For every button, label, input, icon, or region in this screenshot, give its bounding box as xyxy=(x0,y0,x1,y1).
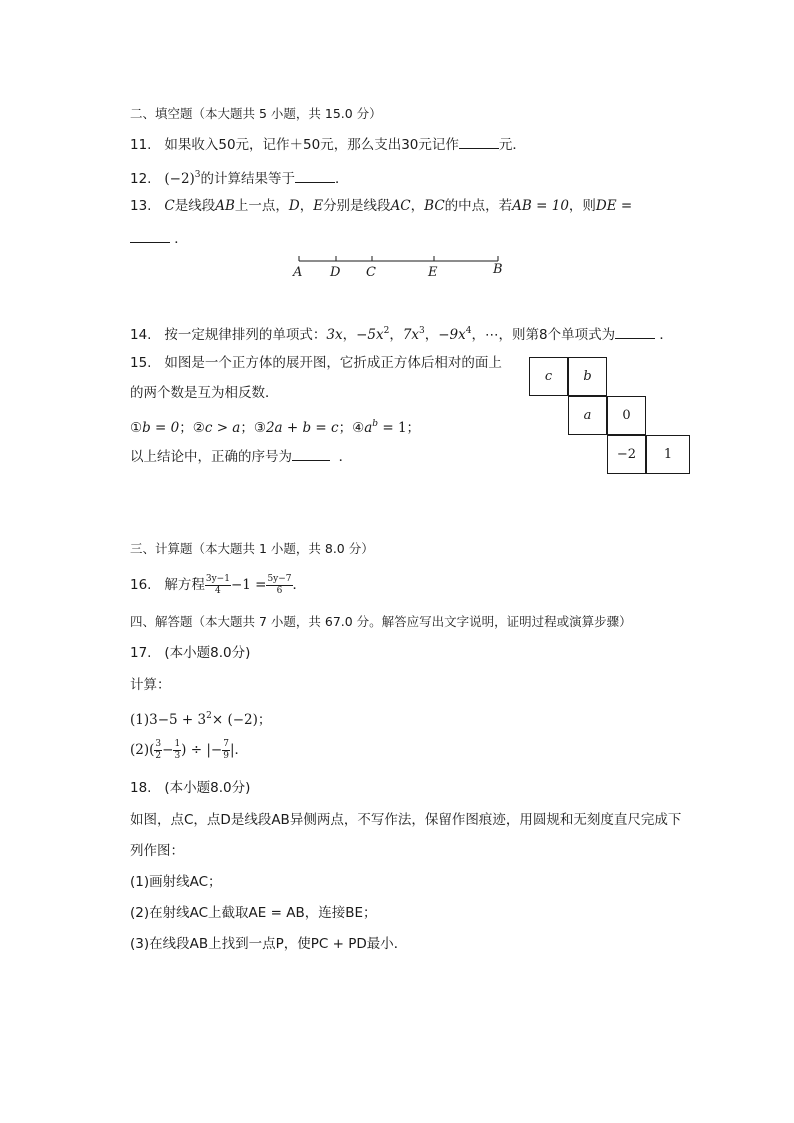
answer-blank[interactable] xyxy=(130,228,170,243)
option-4-base: a xyxy=(364,420,373,436)
point-label-c: C xyxy=(366,265,376,280)
expression: (1)3−5 + 3 xyxy=(130,712,207,728)
exponent: 3 xyxy=(194,170,201,180)
question-text: 的计算结果等于 xyxy=(200,171,296,187)
segment-diagram xyxy=(290,252,510,268)
numerator: 1 xyxy=(174,738,181,749)
expression: ) ÷ |− xyxy=(181,742,223,758)
section-3-title: 三、计算题（本大题共 1 小题，共 8.0 分） xyxy=(130,541,374,556)
question-text-tail: ． xyxy=(659,327,673,343)
option-3: 2a + b = c xyxy=(265,420,339,436)
exponent: 2 xyxy=(383,326,390,336)
question-15-line-4 xyxy=(130,446,352,467)
fraction-right xyxy=(266,574,292,597)
section-2-title: 二、填空题（本大题共 5 小题，共 15.0 分） xyxy=(130,106,382,121)
cube-face-1: 1 xyxy=(646,435,690,474)
question-number: 15. xyxy=(130,355,152,371)
ellipsis: ⋯ xyxy=(485,327,499,343)
point-label-e: E xyxy=(428,265,438,280)
cube-face-b: b xyxy=(568,357,607,396)
segment-ab: AB xyxy=(215,198,235,214)
question-13-answer-line xyxy=(130,228,188,249)
text: 上一点， xyxy=(234,198,289,214)
expression-tail: |． xyxy=(229,742,248,758)
question-text-tail: ． xyxy=(174,231,188,247)
question-16 xyxy=(130,572,306,598)
question-number: 18. xyxy=(130,780,152,796)
question-text-tail: ． xyxy=(338,449,353,465)
question-18-step-2: (2)在射线AC上截取AE = AB，连接BE； xyxy=(130,905,377,921)
question-18-step-3: (3)在线段AB上找到一点P，使PC + PD最小． xyxy=(130,936,408,952)
question-15-line-2: 的两个数是互为相反数． xyxy=(130,385,279,401)
expression-tail: × (−2)； xyxy=(211,712,272,728)
fraction xyxy=(154,739,162,762)
term-3: 7x xyxy=(402,327,420,343)
answer-blank[interactable] xyxy=(459,134,499,149)
question-number: 16. xyxy=(130,577,152,593)
question-text: 如图是一个正方体的展开图，它折成正方体后相对的面上 xyxy=(164,355,502,371)
text: 分别是线段 xyxy=(323,198,391,214)
target-de: DE = xyxy=(595,198,633,214)
question-text-tail: 元． xyxy=(498,137,526,153)
question-text-tail: ． xyxy=(292,577,307,593)
text: ，则 xyxy=(568,198,596,214)
option-2: c > a xyxy=(204,420,241,436)
question-17-prompt: 计算： xyxy=(130,677,171,693)
option-marker: ① xyxy=(130,420,143,436)
question-17-part-2 xyxy=(130,737,248,763)
condition: AB = 10 xyxy=(512,198,569,214)
question-number: 17. xyxy=(130,645,152,661)
question-text: ，则第8个单项式为 xyxy=(498,327,616,343)
numerator: 5y−7 xyxy=(267,573,292,584)
answer-blank[interactable] xyxy=(292,446,330,461)
cube-face-c: c xyxy=(529,357,568,396)
question-14: 14. 按一定规律排列的单项式：3x，$-5x^2$，$7x^3$，$-9x^4$，⋯，则第8个单项式为 ． xyxy=(130,326,673,343)
question-number: 11. xyxy=(130,137,152,153)
option-1: b = 0 xyxy=(142,420,180,436)
question-18-line-1: 如图，点C，点D是线段AB异侧两点，不写作法，保留作图痕迹，用圆规和无刻度直尺完成下 xyxy=(130,812,682,828)
fraction xyxy=(222,739,230,762)
cube-face-0: 0 xyxy=(607,396,646,435)
term-4: −9x xyxy=(438,327,466,343)
term-2: −5x xyxy=(356,327,384,343)
option-marker: ② xyxy=(192,420,205,436)
question-text-tail: ． xyxy=(335,171,349,187)
question-score: (本小题8.0分) xyxy=(164,645,251,661)
question-score: (本小题8.0分) xyxy=(164,780,251,796)
question-15-options: ①b = 0；②c > a；③2a + b = c；$④a^b = 1$； xyxy=(130,419,421,436)
denominator: 2 xyxy=(155,750,162,761)
denominator: 3 xyxy=(174,750,181,761)
question-number: 12. xyxy=(130,171,152,187)
question-text: 以上结论中，正确的序号为 xyxy=(130,449,292,465)
expression: (−2) xyxy=(164,171,195,187)
section-4-title: 四、解答题（本大题共 7 小题，共 67.0 分。解答应写出文字说明，证明过程或演算步骤） xyxy=(130,614,632,629)
point-e-label: E xyxy=(313,198,324,214)
cube-face-a: a xyxy=(568,396,607,435)
question-15-line-1 xyxy=(130,353,502,373)
point-label-d: D xyxy=(330,265,341,280)
numerator: 7 xyxy=(223,738,229,749)
question-17-header xyxy=(130,643,250,663)
text: ， xyxy=(410,198,425,214)
fraction-left xyxy=(205,574,231,597)
question-text: 如果收入50元，记作＋50元，那么支出30元记作 xyxy=(164,137,459,153)
point-label-a: A xyxy=(293,265,303,280)
text: ， xyxy=(299,198,314,214)
numerator: 3 xyxy=(155,738,162,749)
denominator: 9 xyxy=(223,750,229,761)
numerator: 3y−1 xyxy=(205,573,230,584)
operator: − xyxy=(162,742,174,758)
option-marker: ④ xyxy=(352,420,365,436)
cube-face-neg2: −2 xyxy=(607,435,646,474)
question-18-step-1: (1)画射线AC； xyxy=(130,874,222,890)
segment-ac: AC xyxy=(390,198,411,214)
answer-blank[interactable] xyxy=(615,324,655,339)
point-label-b: B xyxy=(493,262,503,277)
text: 是线段 xyxy=(174,198,216,214)
exponent: 2 xyxy=(206,711,212,721)
option-marker: ③ xyxy=(253,420,266,436)
point-d-label: D xyxy=(288,198,300,214)
expression: (2)( xyxy=(130,742,155,758)
question-13 xyxy=(130,196,632,216)
point-c-label: C xyxy=(164,198,175,214)
exponent: 3 xyxy=(419,326,425,336)
segment-bc: BC xyxy=(424,198,445,214)
question-text: 按一定规律排列的单项式： xyxy=(164,327,327,343)
question-number: 13. xyxy=(130,198,152,214)
term-1: 3x xyxy=(326,327,343,343)
option-4-exponent: b xyxy=(372,419,379,429)
question-text: 解方程 xyxy=(164,577,205,593)
exponent: 4 xyxy=(465,326,472,336)
option-4-rest: = 1 xyxy=(378,420,407,436)
fraction xyxy=(173,739,181,762)
denominator: 6 xyxy=(276,585,283,596)
question-18-header xyxy=(130,778,250,798)
question-number: 14. xyxy=(130,327,152,343)
question-17-part-1 xyxy=(130,706,271,730)
question-18-line-2: 列作图： xyxy=(130,843,184,859)
text: 的中点，若 xyxy=(444,198,513,214)
equation-middle: −1 = xyxy=(230,577,267,593)
denominator: 4 xyxy=(215,585,221,596)
answer-blank[interactable] xyxy=(295,168,335,183)
question-12 xyxy=(130,165,349,189)
question-11 xyxy=(130,134,526,155)
